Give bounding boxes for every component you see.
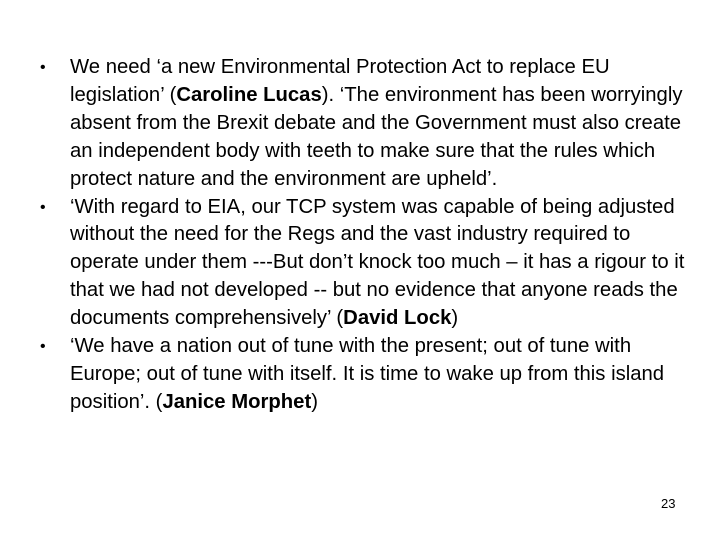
quote-list: [40, 54, 690, 417]
quote-author: Caroline Lucas: [176, 83, 322, 106]
quote-text: ‘With regard to EIA, our TCP system was capable of being adjusted without the need for the Regs and the vast industry required to operate under them ---But don’t knock too much – it has a rigour to it that we had not developed -- but no evidence that anyone reads the documents comprehensively’ (: [70, 195, 685, 330]
quote-author: Janice Morphet: [162, 390, 312, 413]
quote-text: We need ‘a new Environmental Protection Act to replace EU legislation’ (: [70, 56, 610, 106]
quote-text-end: ): [451, 307, 459, 330]
quote-text-end: ). ‘The environment has been worryingly absent from the Brexit debate and the Government must also create an independent body with teeth to make sure that the rules which protect nature and the environment are upheld’.: [70, 83, 683, 190]
quote-item-david-lock: [40, 194, 690, 334]
bullet-icon: •: [40, 338, 46, 356]
bullet-icon: •: [40, 198, 46, 216]
quote-author: David Lock: [343, 307, 452, 330]
quote-text-end: ): [311, 390, 318, 413]
page-number: 23: [661, 496, 676, 511]
quote-item-janice-morphet: [40, 333, 690, 417]
quote-text: ‘We have a nation out of tune with the present; out of tune with Europe; out of tune with itself. It is time to wake up from this island position’. (: [70, 335, 665, 413]
quote-item-caroline-lucas: [40, 54, 690, 194]
bullet-icon: •: [40, 59, 46, 76]
